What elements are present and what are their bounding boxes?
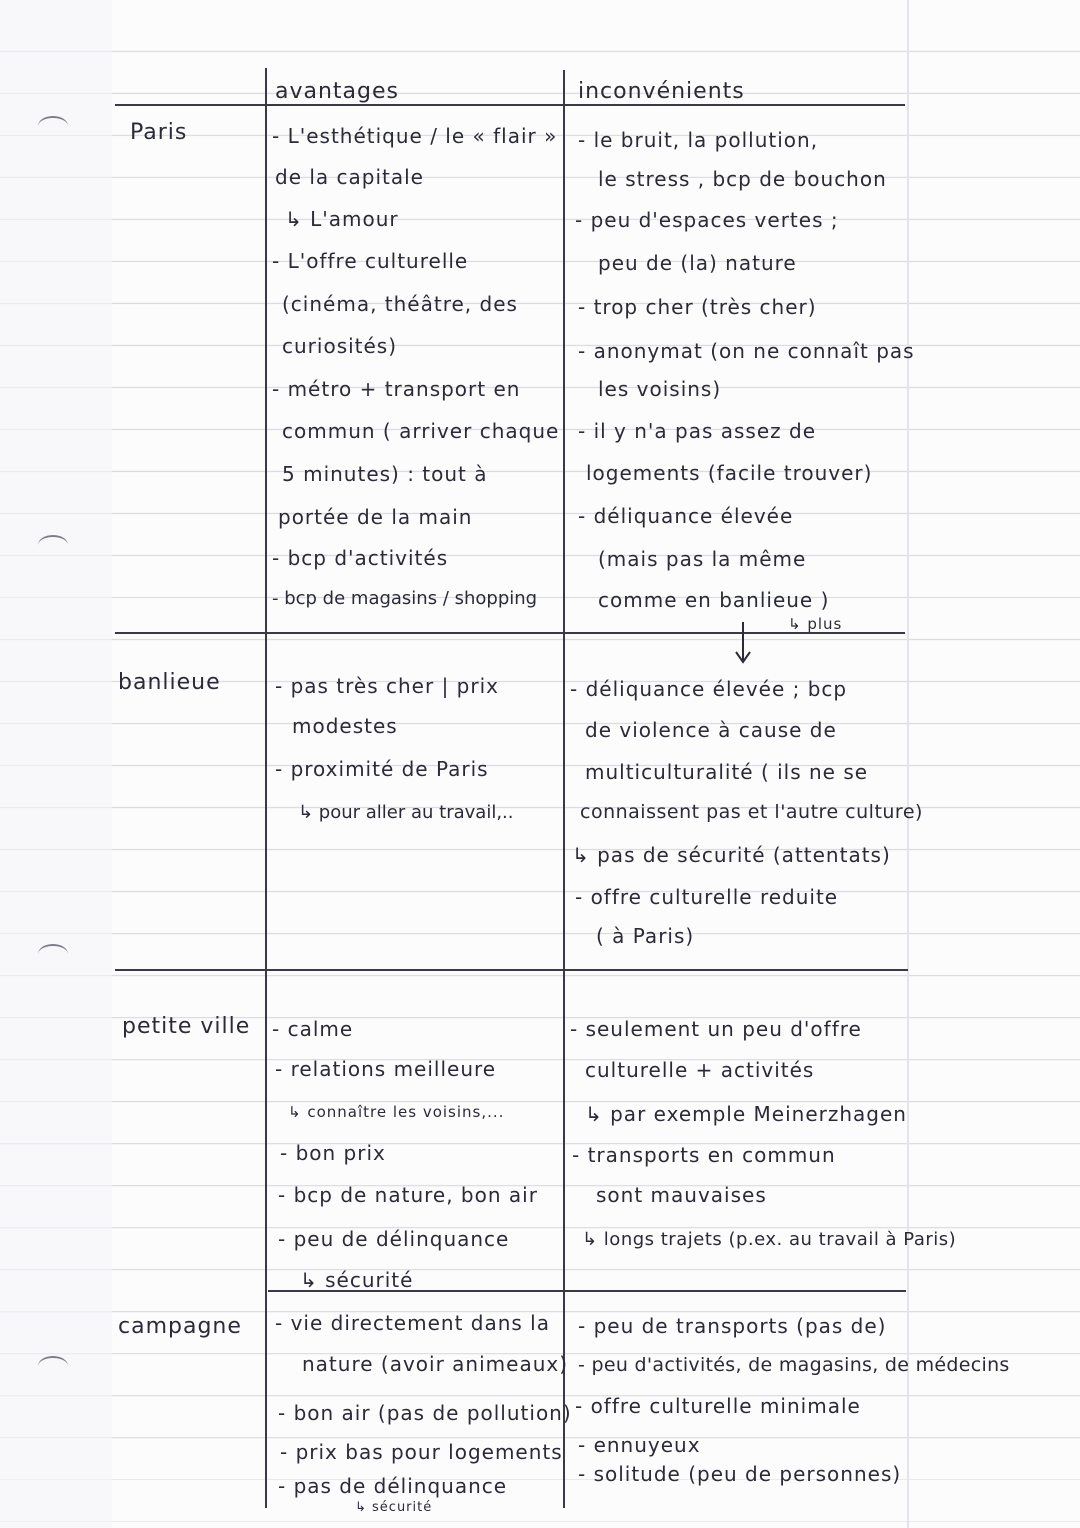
list-item: - offre culturelle minimale xyxy=(575,1394,861,1418)
list-item: - anonymat (on ne connaît pas xyxy=(578,339,915,363)
list-item: - ennuyeux xyxy=(578,1433,701,1457)
list-item: - solitude (peu de personnes) xyxy=(578,1462,902,1486)
list-item: - pas très cher | prix xyxy=(275,674,499,698)
list-item: - bon prix xyxy=(280,1141,386,1165)
list-item: - déliquance élevée ; bcp xyxy=(570,677,848,701)
list-item: nature (avoir animeaux) xyxy=(302,1352,569,1376)
list-item: commun ( arriver chaque xyxy=(282,419,560,443)
list-item: - transports en commun xyxy=(572,1143,836,1167)
list-item: - peu de transports (pas de) xyxy=(578,1314,887,1338)
list-item: ↳ pas de sécurité (attentats) xyxy=(572,843,891,867)
list-item: - bon air (pas de pollution) xyxy=(278,1401,572,1425)
margin-strip xyxy=(0,0,112,1528)
list-item: - il y n'a pas assez de xyxy=(578,419,817,443)
list-item: - relations meilleure xyxy=(275,1057,497,1081)
list-item: - L'esthétique / le « flair » xyxy=(272,124,558,148)
row-label-petite-ville: petite ville xyxy=(122,1014,251,1039)
row-label-campagne: campagne xyxy=(118,1314,242,1339)
list-item: peu de (la) nature xyxy=(598,251,797,275)
list-item: comme en banlieue ) xyxy=(598,588,830,612)
list-item: - L'offre culturelle xyxy=(272,249,469,273)
annotation-plus: ↳ plus xyxy=(788,615,843,633)
list-item: - bcp d'activités xyxy=(272,546,449,570)
list-item: culturelle + activités xyxy=(585,1058,815,1082)
list-item: logements (facile trouver) xyxy=(586,461,873,485)
list-item: de la capitale xyxy=(275,165,424,189)
list-item: - peu de délinquance xyxy=(278,1227,510,1251)
list-item: le stress , bcp de bouchon xyxy=(598,167,887,191)
right-margin-line xyxy=(907,0,909,1528)
punch-hole xyxy=(38,1356,68,1376)
list-item: (mais pas la même xyxy=(598,547,807,571)
list-item: - peu d'activités, de magasins, de médecins xyxy=(578,1354,1010,1376)
header-advantages: avantages xyxy=(275,79,399,104)
row-separator xyxy=(115,969,908,971)
list-item: portée de la main xyxy=(278,505,473,529)
list-item: les voisins) xyxy=(598,377,722,401)
list-item: - vie directement dans la xyxy=(275,1311,550,1335)
list-item: - trop cher (très cher) xyxy=(578,295,817,319)
list-item: - pas de délinquance xyxy=(278,1474,508,1498)
list-item: - seulement un peu d'offre xyxy=(570,1017,862,1041)
list-item: - calme xyxy=(272,1017,354,1041)
column-divider-left xyxy=(265,68,267,1508)
row-separator xyxy=(115,632,905,634)
header-disadvantages: inconvénients xyxy=(578,79,745,104)
list-item: (cinéma, théâtre, des xyxy=(282,292,518,316)
list-item: - prix bas pour logements xyxy=(280,1440,563,1464)
punch-hole xyxy=(38,944,68,964)
header-rule xyxy=(115,104,905,106)
list-item: - peu d'espaces vertes ; xyxy=(575,208,839,232)
punch-hole xyxy=(38,116,68,136)
list-item: ↳ L'amour xyxy=(285,207,399,231)
list-item: ↳ pour aller au travail,.. xyxy=(298,802,514,823)
list-item: ↳ sécurité xyxy=(355,1500,433,1515)
list-item: connaissent pas et l'autre culture) xyxy=(580,801,923,823)
down-arrow-icon xyxy=(733,620,753,666)
list-item: - offre culturelle reduite xyxy=(575,885,839,909)
list-item: sont mauvaises xyxy=(596,1183,767,1207)
list-item: - le bruit, la pollution, xyxy=(578,128,819,152)
list-item: ↳ par exemple Meinerzhagen xyxy=(585,1102,907,1126)
list-item: - bcp de nature, bon air xyxy=(278,1183,538,1207)
list-item: modestes xyxy=(292,714,398,738)
list-item: ↳ connaître les voisins,... xyxy=(288,1103,505,1121)
list-item: ↳ longs trajets (p.ex. au travail à Paris) xyxy=(582,1229,957,1250)
list-item: - bcp de magasins / shopping xyxy=(272,588,538,609)
column-divider-right xyxy=(563,70,565,1508)
row-label-banlieue: banlieue xyxy=(118,670,221,695)
list-item: - déliquance élevée xyxy=(578,504,794,528)
row-label-paris: Paris xyxy=(130,120,188,145)
list-item: ↳ sécurité xyxy=(300,1268,414,1292)
list-item: - métro + transport en xyxy=(272,377,521,401)
list-item: de violence à cause de xyxy=(585,718,837,742)
list-item: - proximité de Paris xyxy=(275,757,489,781)
list-item: 5 minutes) : tout à xyxy=(282,462,488,486)
list-item: curiosités) xyxy=(282,334,398,358)
punch-hole xyxy=(38,535,68,555)
list-item: ( à Paris) xyxy=(596,924,695,948)
list-item: multiculturalité ( ils ne se xyxy=(585,760,869,784)
